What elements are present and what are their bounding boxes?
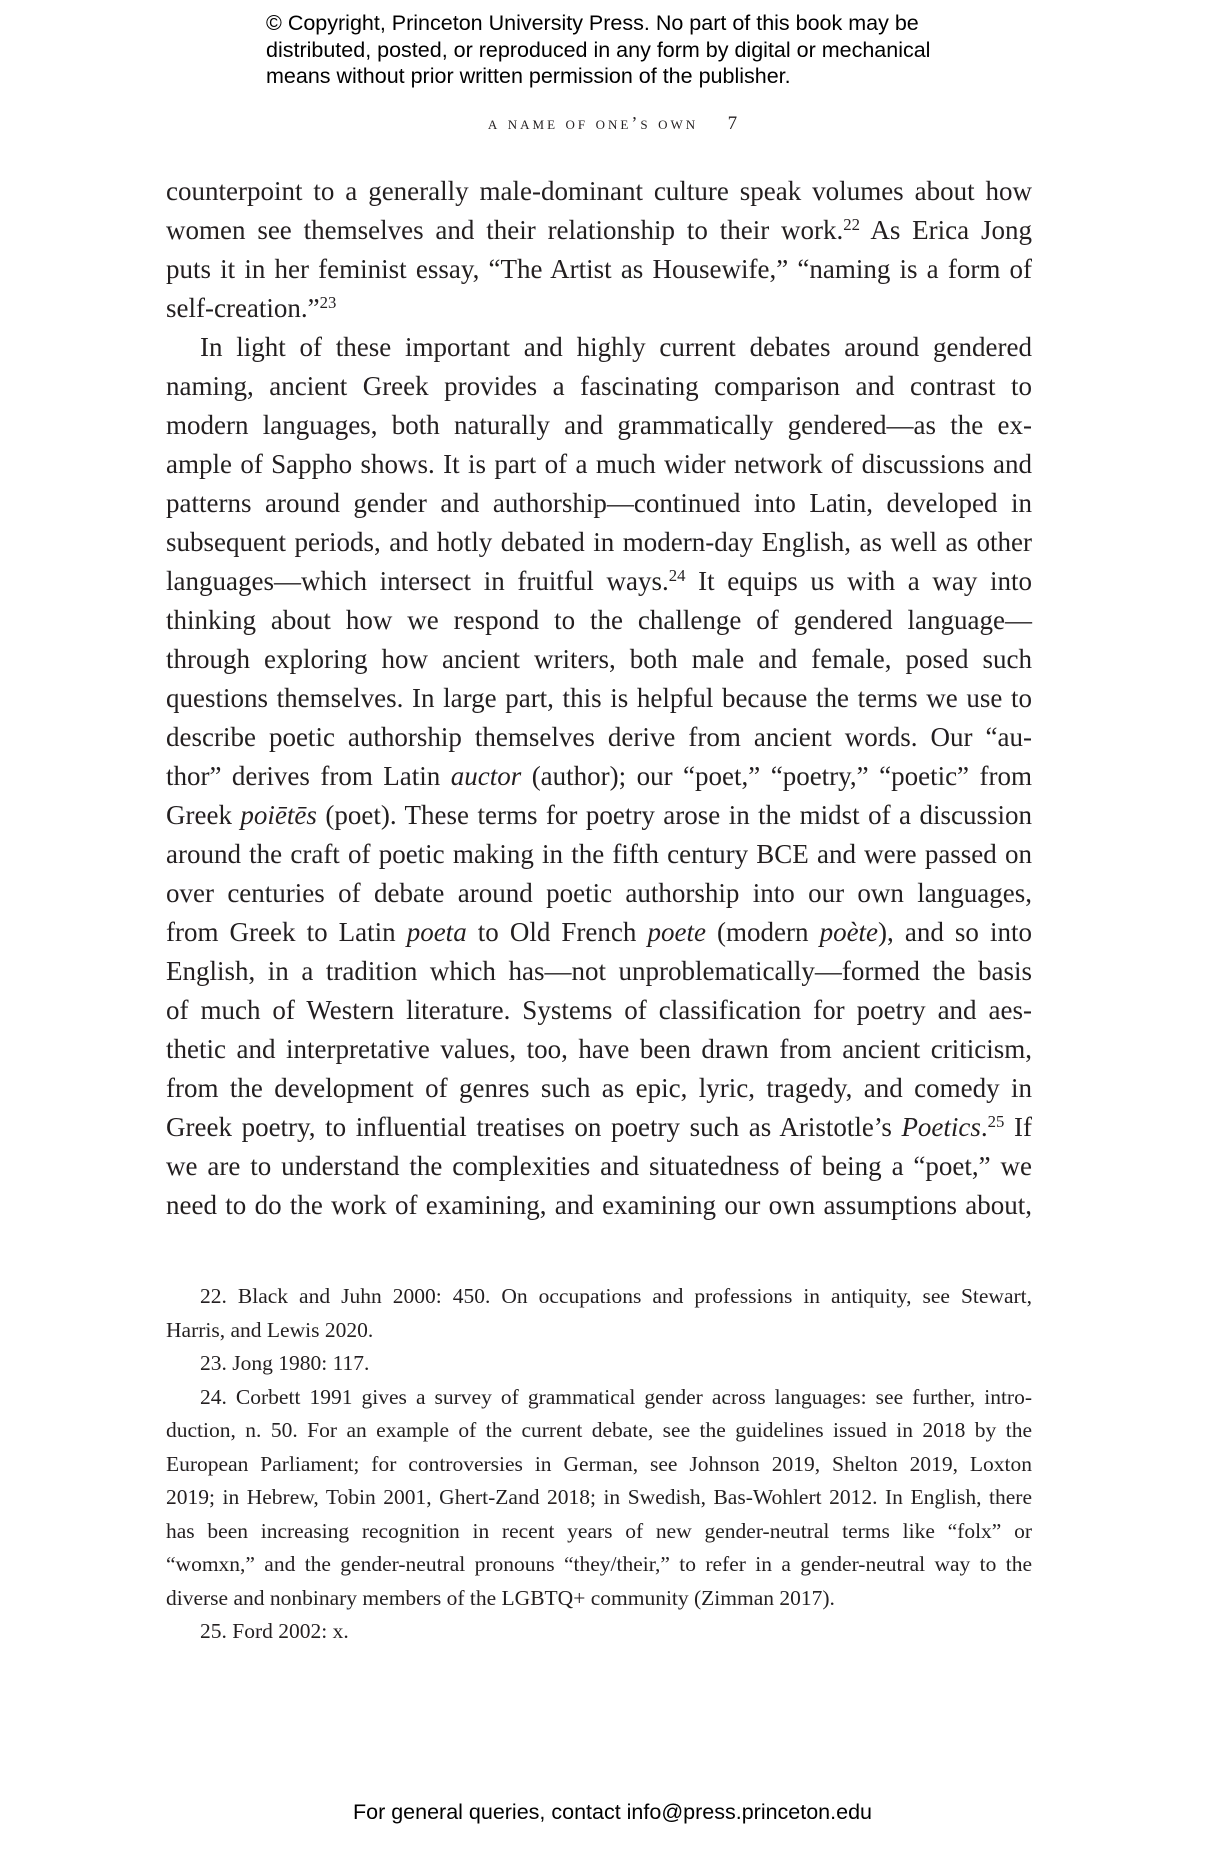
copyright-line: distributed, posted, or reproduced in any form by digital or mechanical xyxy=(266,37,931,62)
text-line: subsequent periods, and hotly debated in modern-day English, as well as other xyxy=(166,527,1032,557)
footnote-line: 2019; in Hebrew, Tobin 2001, Ghert-Zand 2018; in Swedish, Bas-Wohlert 2012. In English, there xyxy=(166,1485,1032,1509)
text-line: questions themselves. In large part, this is helpful because the terms we use to xyxy=(166,683,1032,713)
footnote-line: 25. Ford 2002: x. xyxy=(200,1619,349,1643)
text-line: counterpoint to a generally male-dominant culture speak volumes about how xyxy=(166,176,1032,206)
footnotes xyxy=(166,1280,1032,1649)
text-line: from the development of genres such as epic, lyric, tragedy, and comedy in xyxy=(166,1073,1032,1103)
footnote-line: has been increasing recognition in recent years of new gender-neutral terms like “folx” or xyxy=(166,1518,1032,1543)
paragraph xyxy=(166,172,1032,328)
text-line: English, in a tradition which has—not unproblematically—formed the basis xyxy=(166,956,1032,986)
text-line: puts it in her feminist essay, “The Artist as Housewife,” “naming is a form of xyxy=(166,254,1032,284)
text-line: Greek poiētēs (poet). These terms for poetry arose in the midst of a discussion xyxy=(166,800,1032,830)
text-line: modern languages, both naturally and grammatically gendered—as the ex- xyxy=(166,410,1032,440)
text-line: of much of Western literature. Systems of classification for poetry and aes- xyxy=(166,995,1032,1025)
copyright-line: © Copyright, Princeton University Press. No part of this book may be xyxy=(266,11,919,35)
footnote-line: 23. Jong 1980: 117. xyxy=(200,1351,370,1375)
footnote-ref-25[interactable]: 25 xyxy=(987,1111,1005,1131)
french-term: poete xyxy=(647,917,706,947)
text-line: thor” derives from Latin auctor (author); our “poet,” “poetry,” “poetic” from xyxy=(166,761,1032,791)
text-line: over centuries of debate around poetic authorship into our own languages, xyxy=(166,878,1032,908)
text-line: around the craft of poetic making in the fifth century BCE and were passed on xyxy=(166,839,1032,869)
footnote-line: diverse and nonbinary members of the LGBTQ+ community (Zimman 2017). xyxy=(166,1585,835,1610)
french-term: poète xyxy=(819,917,879,947)
text-line: thinking about how we respond to the challenge of gendered language— xyxy=(166,605,1032,635)
footnote-line: European Parliament; for controversies in German, see Johnson 2019, Shelton 2019, Loxton xyxy=(166,1451,1032,1476)
footnote-ref-23[interactable]: 23 xyxy=(319,292,337,312)
text-line: through exploring how ancient writers, both male and female, posed such xyxy=(166,644,1032,674)
body-text xyxy=(166,172,1032,1225)
footnote-ref-24[interactable]: 24 xyxy=(668,565,686,585)
text-line: describe poetic authorship themselves derive from ancient words. Our “au- xyxy=(166,722,1032,752)
footnote-ref-22[interactable]: 22 xyxy=(843,214,860,234)
footnote-line: 24. Corbett 1991 gives a survey of grammatical gender across languages: see further, intro- xyxy=(200,1384,1032,1409)
text-line: we are to understand the complexities and situatedness of being a “poet,” we xyxy=(166,1151,1032,1181)
copyright-notice xyxy=(266,10,1026,90)
page-number: 7 xyxy=(727,113,738,134)
footnote-24 xyxy=(166,1381,1032,1616)
text-line: patterns around gender and authorship—continued into Latin, developed in xyxy=(166,488,1032,518)
text-line: naming, ancient Greek provides a fascinating comparison and contrast to xyxy=(166,371,1032,401)
footnote-line: “womxn,” and the gender-neutral pronouns “they/their,” to refer in a gender-neutral way to the xyxy=(166,1552,1032,1576)
footnote-line: Harris, and Lewis 2020. xyxy=(166,1317,374,1342)
book-title: Poetics xyxy=(901,1112,981,1142)
text-line: languages—which intersect in fruitful ways.$^{24}$ It equips us with a way into xyxy=(166,565,1032,596)
text-line: ample of Sappho shows. It is part of a much wider network of discussions and xyxy=(166,449,1032,479)
text-line: need to do the work of examining, and examining our own assumptions about, xyxy=(166,1190,1032,1220)
text-line: from Greek to Latin poeta to Old French poete (modern poète), and so into xyxy=(166,917,1032,947)
text-line: In light of these important and highly current debates around gendered xyxy=(200,332,1032,362)
text-line: Greek poetry, to influential treatises on poetry such as Aristotle’s Poetics.$^{25}$ If xyxy=(166,1111,1032,1142)
text-line: self-creation.”$^{23}$ xyxy=(166,292,337,323)
copyright-line: means without prior written permission of the publisher. xyxy=(266,64,791,88)
paragraph xyxy=(166,328,1032,1225)
footnote-line: duction, n. 50. For an example of the current debate, see the guidelines issued in 2018 by the xyxy=(166,1418,1032,1442)
footnote-line: 22. Black and Juhn 2000: 450. On occupations and professions in antiquity, see Stewart, xyxy=(200,1284,1032,1308)
running-head xyxy=(0,113,1225,135)
running-head-title: a name of one’s own xyxy=(487,113,699,133)
latin-term: poeta xyxy=(406,917,467,947)
greek-term: poiētēs xyxy=(240,800,317,830)
footnote-23 xyxy=(166,1347,1032,1381)
footnote-22 xyxy=(166,1280,1032,1347)
latin-term: auctor xyxy=(450,761,522,791)
footnote-25 xyxy=(166,1615,1032,1649)
text-line: women see themselves and their relationship to their work.$^{22}$ As Erica Jong xyxy=(166,214,1032,245)
footer-contact: For general queries, contact info@press.princeton.edu xyxy=(352,1800,872,1824)
text-line: thetic and interpretative values, too, have been drawn from ancient criticism, xyxy=(166,1034,1032,1064)
